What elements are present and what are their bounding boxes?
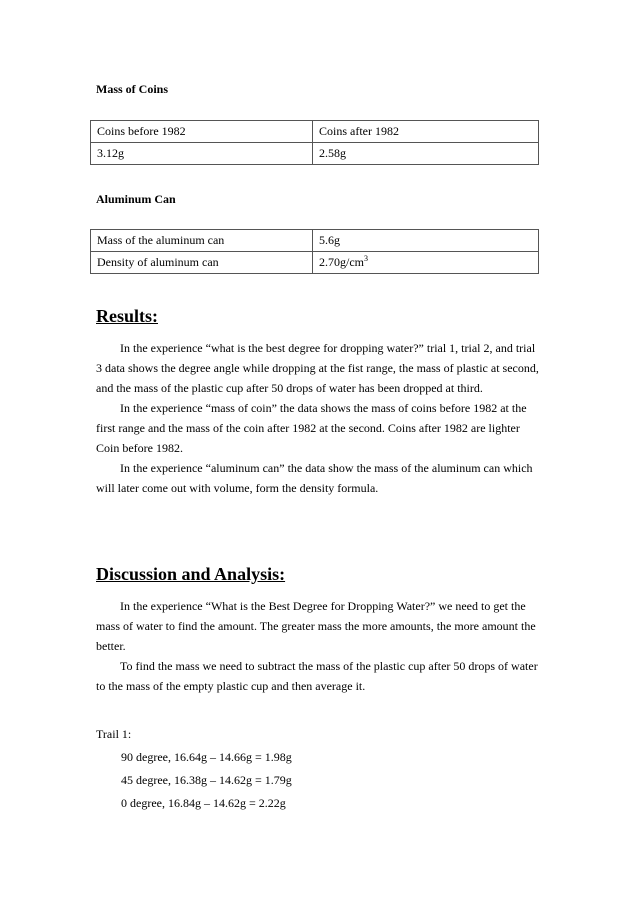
table-cell: Coins after 1982	[313, 121, 539, 143]
table-row	[91, 143, 539, 165]
table-cell	[313, 252, 539, 274]
paragraph: In the experience “What is the Best Degree for Dropping Water?” we need to get the mass of water to find the amount. The greater mass the more amounts, the more amount the better.	[96, 599, 536, 653]
trial-line: 45 degree, 16.38g – 14.62g = 1.79g	[121, 773, 292, 787]
table-cell: Mass of the aluminum can	[91, 230, 313, 252]
trial-line: 0 degree, 16.84g – 14.62g = 2.22g	[121, 796, 286, 810]
coins-table	[90, 120, 539, 165]
discussion-heading: Discussion and Analysis:	[96, 564, 286, 584]
paragraph: In the experience “what is the best degree for dropping water?” trial 1, trial 2, and trial 3 data shows the degree angle while dropping at the fist range, the mass of plastic at second, and the mass of the plastic cup after 50 drops of water has been dropped at third.	[96, 341, 539, 395]
table-row	[91, 252, 539, 274]
paragraph: In the experience “aluminum can” the data show the mass of the aluminum can which will later come out with volume, form the density formula.	[96, 461, 533, 495]
table-cell: 3.12g	[91, 143, 313, 165]
coins-heading: Mass of Coins	[96, 82, 169, 96]
table-cell: Density of aluminum can	[91, 252, 313, 274]
discussion-body	[96, 596, 542, 696]
trial-line: 90 degree, 16.64g – 14.66g = 1.98g	[121, 750, 292, 764]
table-cell: Coins before 1982	[91, 121, 313, 143]
table-row	[91, 121, 539, 143]
paragraph: In the experience “mass of coin” the data shows the mass of coins before 1982 at the first range and the mass of the coin after 1982 at the second. Coins after 1982 are lighter Coin before 1982.	[96, 401, 527, 455]
results-heading: Results:	[96, 306, 158, 326]
table-cell: 5.6g	[313, 230, 539, 252]
density-exponent: 3	[364, 254, 368, 263]
table-cell: 2.58g	[313, 143, 539, 165]
density-value: 2.70g/cm	[319, 255, 364, 269]
results-body	[96, 338, 542, 498]
can-heading: Aluminum Can	[96, 192, 176, 206]
paragraph: To find the mass we need to subtract the mass of the plastic cup after 50 drops of water to the mass of the empty plastic cup and then average it.	[96, 659, 538, 693]
can-table	[90, 229, 539, 274]
trial-label: Trail 1:	[96, 727, 132, 741]
table-row	[91, 230, 539, 252]
